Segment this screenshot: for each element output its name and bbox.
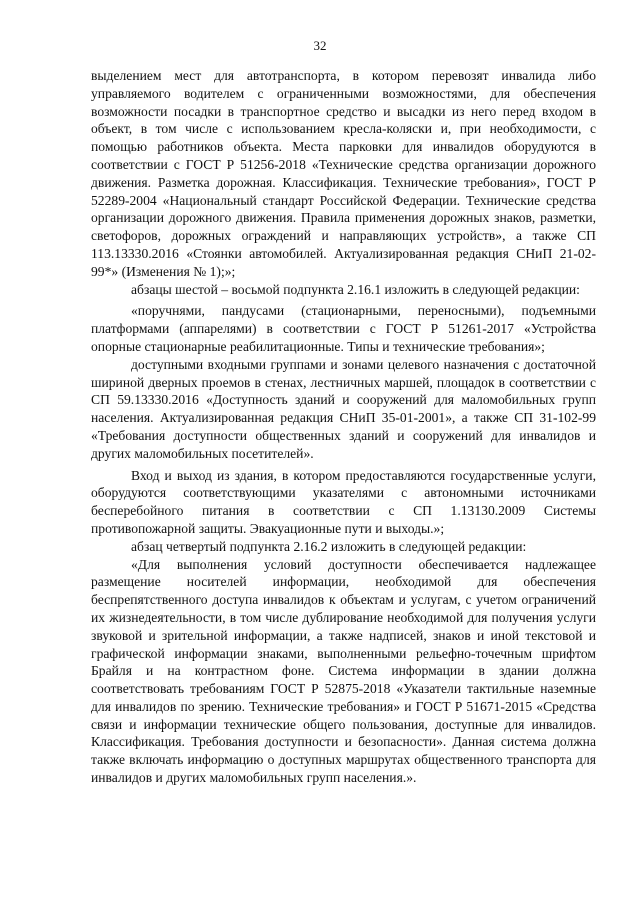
paragraph: абзацы шестой – восьмой подпункта 2.16.1 изложить в следующей редакции: [131, 281, 580, 297]
document-body [91, 67, 596, 787]
paragraph: выделением мест для автотранспорта, в котором перевозят инвалида либо управляемого водителем с ограниченными возможностями, для обеспечения возможности посадки в транспортное средство и высадки из него перед входом в объект, в том числе с использованием кресла-коляски и, при необходимости, с помощью работников объекта. Места парковки для инвалидов оборудуются в соответствии с ГОСТ Р 51256-2018 «Технические средства организации дорожного движения. Разметка дорожная. Классификация. Технические требования», ГОСТ Р 52289-2004 «Национальный стандарт Российской Федерации. Технические средства организации дорожного движения. Правила применения дорожных знаков, разметки, светофоров, дорожных ограждений и направляющих устройств», а также СП 113.13330.2016 «Стоянки автомобилей. Актуализированная редакция СНиП 21-02-99*» (Изменения № 1);»; [91, 68, 596, 279]
paragraph: «Для выполнения условий доступности обеспечивается надлежащее размещение носителей информации, необходимой для обеспечения беспрепятственного доступа инвалидов к объектам и услугам, с учетом ограничений их жизнедеятельности, в том числе дублирование необходимой для получения услуги звуковой и зрительной информации, а также надписей, знаков и иной текстовой и графической информации знаками, выполненными рельефно-точечным шрифтом Брайля и на контрастном фоне. Система информации в здании должна соответствовать требованиям ГОСТ Р 52875-2018 «Указатели тактильные наземные для инвалидов по зрению. Технические требования» и ГОСТ Р 51671-2015 «Средства связи и информации технические общего пользования, доступные для инвалидов. Классификация. Требования доступности и безопасности». Данная система должна также включать информацию о доступных маршрутах общественного транспорта для инвалидов и других маломобильных групп населения.». [91, 556, 596, 786]
page-number: 32 [313, 38, 327, 53]
paragraph: Вход и выход из здания, в котором предоставляются государственные услуги, оборудуются соответствующими указателями с автономными источниками бесперебойного питания в соответствии с СП 1.13130.2009 Системы противопожарной защиты. Эвакуационные пути и выходы.»; [91, 467, 596, 536]
paragraph: «поручнями, пандусами (стационарными, переносными), подъемными платформами (аппарелями) в соответствии с ГОСТ Р 51261-2017 «Устройства опорные стационарные реабилитационные. Типы и технические требования»; [91, 303, 596, 354]
paragraph: абзац четвертый подпункта 2.16.2 изложить в следующей редакции: [131, 538, 527, 554]
paragraph: доступными входными группами и зонами целевого назначения с достаточной шириной дверных проемов в стенах, лестничных маршей, площадок в соответствии с СП 59.13330.2016 «Доступность зданий и сооружений для маломобильных групп населения. Актуализированная редакция СНиП 35-01-2001», а также СП 31-102-99 «Требования доступности общественных зданий и сооружений для инвалидов и других маломобильных посетителей». [91, 356, 596, 461]
